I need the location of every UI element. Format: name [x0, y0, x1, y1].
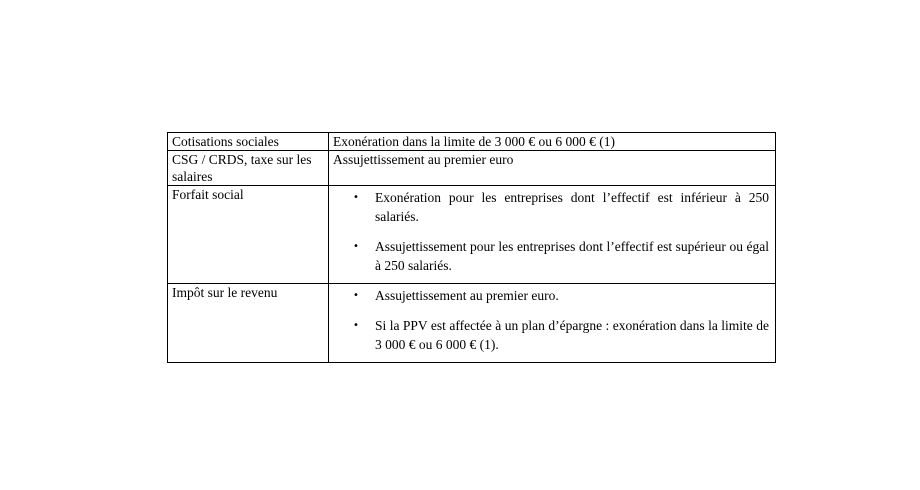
bullet-icon: •	[353, 192, 359, 203]
bullet-icon: •	[353, 290, 359, 301]
bullet-icon: •	[353, 320, 359, 331]
list-item	[347, 188, 769, 226]
row-label: Cotisations sociales	[168, 133, 329, 151]
list-item	[347, 286, 769, 305]
list-item	[347, 316, 769, 354]
list-item-text: Si la PPV est affectée à un plan d’épargne : exonération dans la limite de 3 000 € ou 6 000 € (1).	[375, 318, 769, 352]
row-label: Forfait social	[168, 186, 329, 284]
table-row	[168, 186, 776, 284]
table-row	[168, 133, 776, 151]
row-value-list	[329, 186, 776, 284]
list-item	[347, 237, 769, 275]
bullet-list	[347, 188, 769, 275]
list-item-text: Exonération pour les entreprises dont l’effectif est inférieur à 250 salariés.	[375, 190, 769, 224]
row-value-list	[329, 284, 776, 363]
row-value: Exonération dans la limite de 3 000 € ou 6 000 € (1)	[329, 133, 776, 151]
bullet-icon: •	[353, 241, 359, 252]
list-item-text: Assujettissement au premier euro.	[375, 288, 559, 303]
row-label: CSG / CRDS, taxe sur les salaires	[168, 151, 329, 186]
row-value: Assujettissement au premier euro	[329, 151, 776, 186]
row-label: Impôt sur le revenu	[168, 284, 329, 363]
tax-treatment-table	[167, 132, 776, 363]
table-row	[168, 284, 776, 363]
list-item-text: Assujettissement pour les entreprises dont l’effectif est supérieur ou égal à 250 salariés.	[375, 239, 769, 273]
bullet-list	[347, 286, 769, 354]
table-row	[168, 151, 776, 186]
